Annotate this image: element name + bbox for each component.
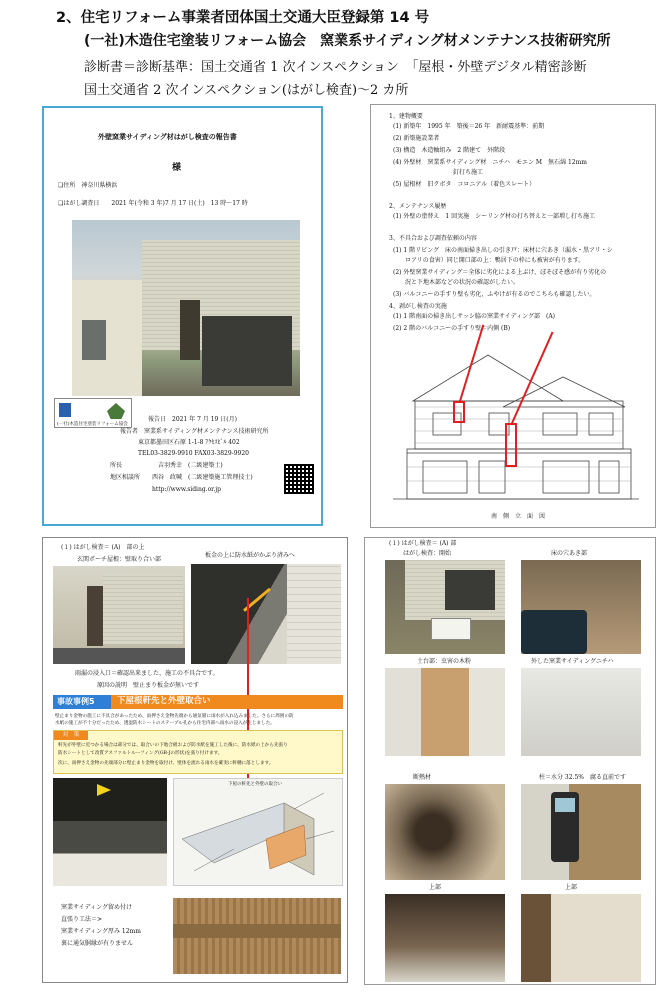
header-line-1: 2、住宅リフォーム事業者団体国土交通大臣登録第 14 号 <box>56 10 430 26</box>
case-c5: 原因の説明 壁止まり板金が無いです <box>97 682 200 689</box>
case-banner-bg <box>111 695 343 709</box>
overview-s3: 3、不具合および調査依頼の内容 <box>389 235 477 242</box>
photo-moisture <box>521 784 641 880</box>
qr-code-icon <box>284 464 314 494</box>
gutter-photo <box>53 778 167 886</box>
overview-s1-2: (2) 新築施設業者 <box>393 135 440 142</box>
meter-device <box>521 610 587 654</box>
countermeasure-t3: 次に、雨押さえ金物の先端部分に壁止まり金物を取付け、壁体を流れる雨水を確実に軒樋に落とします。 <box>58 761 274 766</box>
flashing-closeup-photo <box>191 564 341 664</box>
overview-s1-1: (1) 新築年 1995 年 築後＝26 年 新耐震基準：前期 <box>393 123 545 130</box>
report-reporter: 報告者 窯業系サイディング材メンテナンス技術研究所 <box>120 428 269 435</box>
photo-caption-8: 上部 <box>565 884 578 891</box>
overview-s3-1: (1) 1 階リビング 床の南面掃き出しの引き戸：床材に穴あき（漏水・黒アリ・シ <box>393 247 613 254</box>
siding-closeup <box>287 564 341 664</box>
inspection-photos-panel <box>364 537 656 985</box>
header-line-3: 診断書＝診断基準：国土交通省 1 次インスペクション 「屋根・外壁デジタル精密診断 <box>84 60 587 75</box>
report-cover-panel <box>42 106 323 526</box>
overview-panel <box>370 104 656 528</box>
overview-s4-1: (1) 1 階南面の掃き出しサッシ脇の窯業サイディング部 (A) <box>393 313 556 320</box>
case-c2: 玄関ポーチ屋根：壁取り合い部 <box>77 556 162 563</box>
batten-strip <box>173 924 341 938</box>
yellow-pointer-icon <box>97 784 111 796</box>
diagram-label: 下屋の軒先と外壁の取合い <box>228 782 282 787</box>
case-badge: 事故事例5 <box>53 695 111 709</box>
photo-top-1 <box>385 894 505 982</box>
report-advisor: 地区相談所 西谷 政喊 (二級建築施工管理技士) <box>110 474 253 481</box>
overview-s4: 4、剥がし検査の実施 <box>389 303 447 310</box>
countermeasure-t1: 軒先が外壁に近つかる場合は部分では、取合いの下地合板および防水紙を施工した後に、防水紙の上から先張り <box>58 743 288 748</box>
worker-on-ladder <box>87 586 103 646</box>
case-desc-2: 水紙の施工が不十分だったため、透湿防水シートのステープル孔から住宅内部へ雨水の浸入が生じました。 <box>55 721 275 726</box>
logo-text: (一社)木造住宅塗装リフォーム協会 <box>57 422 128 427</box>
case-b2: 直張り工法＝> <box>61 916 103 923</box>
moisture-meter <box>551 792 579 862</box>
photo-caption-6: 柱＝水分 32.5% 腐る直前です <box>539 774 626 781</box>
photo-insulation <box>385 784 505 880</box>
header-line-4: 国土交通省 2 次インスペクション(はがし検査)〜2 カ所 <box>84 83 409 98</box>
porch-roof <box>53 648 185 664</box>
elevation-label: 南 側 立 面 図 <box>491 513 546 520</box>
countermeasure-t2: 防水シートとして改質アスファルトルーフィング(GB-Jの形状)を張り付けます。 <box>58 751 223 756</box>
photo-caption-1b: はがし検査：開始 <box>403 550 452 557</box>
photo-caption-1: (１) はがし検査＝ (A) 部 <box>389 540 457 547</box>
overview-s1-4b: 釘打ち施工 <box>453 169 484 176</box>
report-director: 所長 吉羽秀幸 (二級建築士) <box>110 462 223 469</box>
report-title: 外壁窯業サイディング材はがし検査の報告書 <box>98 132 237 141</box>
overview-s1-4: (4) 外壁材 窯業系サイディング材 ニチハ モエン M 無石綿 12mm <box>393 159 587 166</box>
detail-diagram-svg <box>174 779 343 886</box>
photo-start <box>385 560 505 654</box>
marker-box-a <box>505 423 517 467</box>
worker-figure <box>180 300 200 360</box>
case-c1: (１) はがし検査＝ (A) 部の上 <box>61 544 145 551</box>
case-c3: 板金の上に防水紙がかぶり済みへ <box>205 552 295 559</box>
sign-board <box>431 618 471 640</box>
photo-top-2 <box>521 894 641 982</box>
countermeasure-label: 対 策 <box>54 731 88 740</box>
overview-s2: 2、メンテナンス履歴 <box>389 203 447 210</box>
report-addr: 東京都墨田区石原 1-1-8 ｱｸｾｽﾋﾞﾙ 402 <box>138 439 240 446</box>
report-address: ❏住所 神奈川県横浜 <box>58 182 118 189</box>
photo-floor-hole <box>521 560 641 654</box>
association-logo <box>54 398 132 428</box>
photo-caption-4: 外した窯業サイディングニチハ <box>531 658 614 665</box>
photo-removed-siding <box>521 668 641 756</box>
report-tel: TEL03-3829-9910 FAX03-3829-9920 <box>138 450 249 457</box>
case-c4: 雨漏の浸入口＝確認出来ました、施工の不具合です。 <box>75 670 219 677</box>
overview-s1: 1、建物概要 <box>389 113 423 120</box>
case-b4: 裏に通気胴縁が有りません <box>61 940 134 947</box>
marker-box-b <box>453 401 465 423</box>
report-date: 報告日 2021 年 7 月 19 日(月) <box>148 416 237 423</box>
porch-wall <box>103 574 183 644</box>
case-banner: 下屋根軒先と外壁取合い <box>117 696 211 706</box>
photo-caption-7: 上部 <box>429 884 442 891</box>
photo-caption-3: 土台部：虫害の木粉 <box>417 658 472 665</box>
report-date-label: ❏はがし調査日 2021 年(令和 3 年)7 月 17 日(土) 13 時〜17 時 <box>58 200 248 207</box>
porch-roof-photo <box>53 566 185 664</box>
logo-house-icon <box>107 403 125 419</box>
batten-photo <box>173 898 341 974</box>
overview-s1-5: (5) 屋根材 旧クボタ コロニアル（着色スレート） <box>393 181 536 188</box>
logo-mark-icon <box>59 403 71 417</box>
house-side-window <box>82 320 106 360</box>
case-b1: 窯業サイディング留め付け <box>61 904 132 911</box>
meter-screen <box>555 798 575 812</box>
overview-s3-3: (3) バルコニーの手すり壁も劣化、ふやけが有るのでこちらも確認したい。 <box>393 291 596 298</box>
overview-s3-1b: ロアリの食害）同じ開口部の上：鴨居下の枠にも被害が有ります。 <box>405 257 585 264</box>
header-line-2: (一社)木造住宅塗装リフォーム協会 窯業系サイディング材メンテナンス技術研究所 <box>84 33 611 49</box>
overview-s1-3: (3) 構造 木造軸組み 2 階建て 外階段 <box>393 147 506 154</box>
photo-sill <box>385 668 505 756</box>
countermeasure-box <box>53 730 343 774</box>
photo-start-door <box>445 570 495 610</box>
case-study-panel <box>42 537 348 983</box>
photo-caption-5: 断熱材 <box>413 774 432 781</box>
photo-caption-2: 床の穴あき部 <box>551 550 588 557</box>
overview-s4-2: (2) 2 階のバルコニーの手すり壁＝内側 (B) <box>393 325 511 332</box>
case-b3: 窯業サイディング厚み 12mm <box>61 928 141 935</box>
overview-s3-2b: 況と下地木部などの状況の確認がしたい。 <box>405 279 520 286</box>
detail-diagram <box>173 778 343 886</box>
report-sama: 様 <box>172 163 182 173</box>
house-window <box>202 316 292 386</box>
case-desc-1: 壁止まり金物の施工に不具合があったため、雨押さえ金物先端から通気層に雨水が入れ込みました。さらに周囲の防 <box>55 714 294 719</box>
report-url[interactable]: http://www.siding.or.jp <box>152 486 221 493</box>
house-photo <box>72 220 300 396</box>
overview-s2-1: (1) 外壁の塗替え 1 回実施 シーリング材の打ち替えと一部増し打ち施工 <box>393 213 596 220</box>
overview-s3-2: (2) 外壁窯業サイディング＝全体に劣化による上ぶけ、ぼそぼそ感が有り劣化の <box>393 269 607 276</box>
